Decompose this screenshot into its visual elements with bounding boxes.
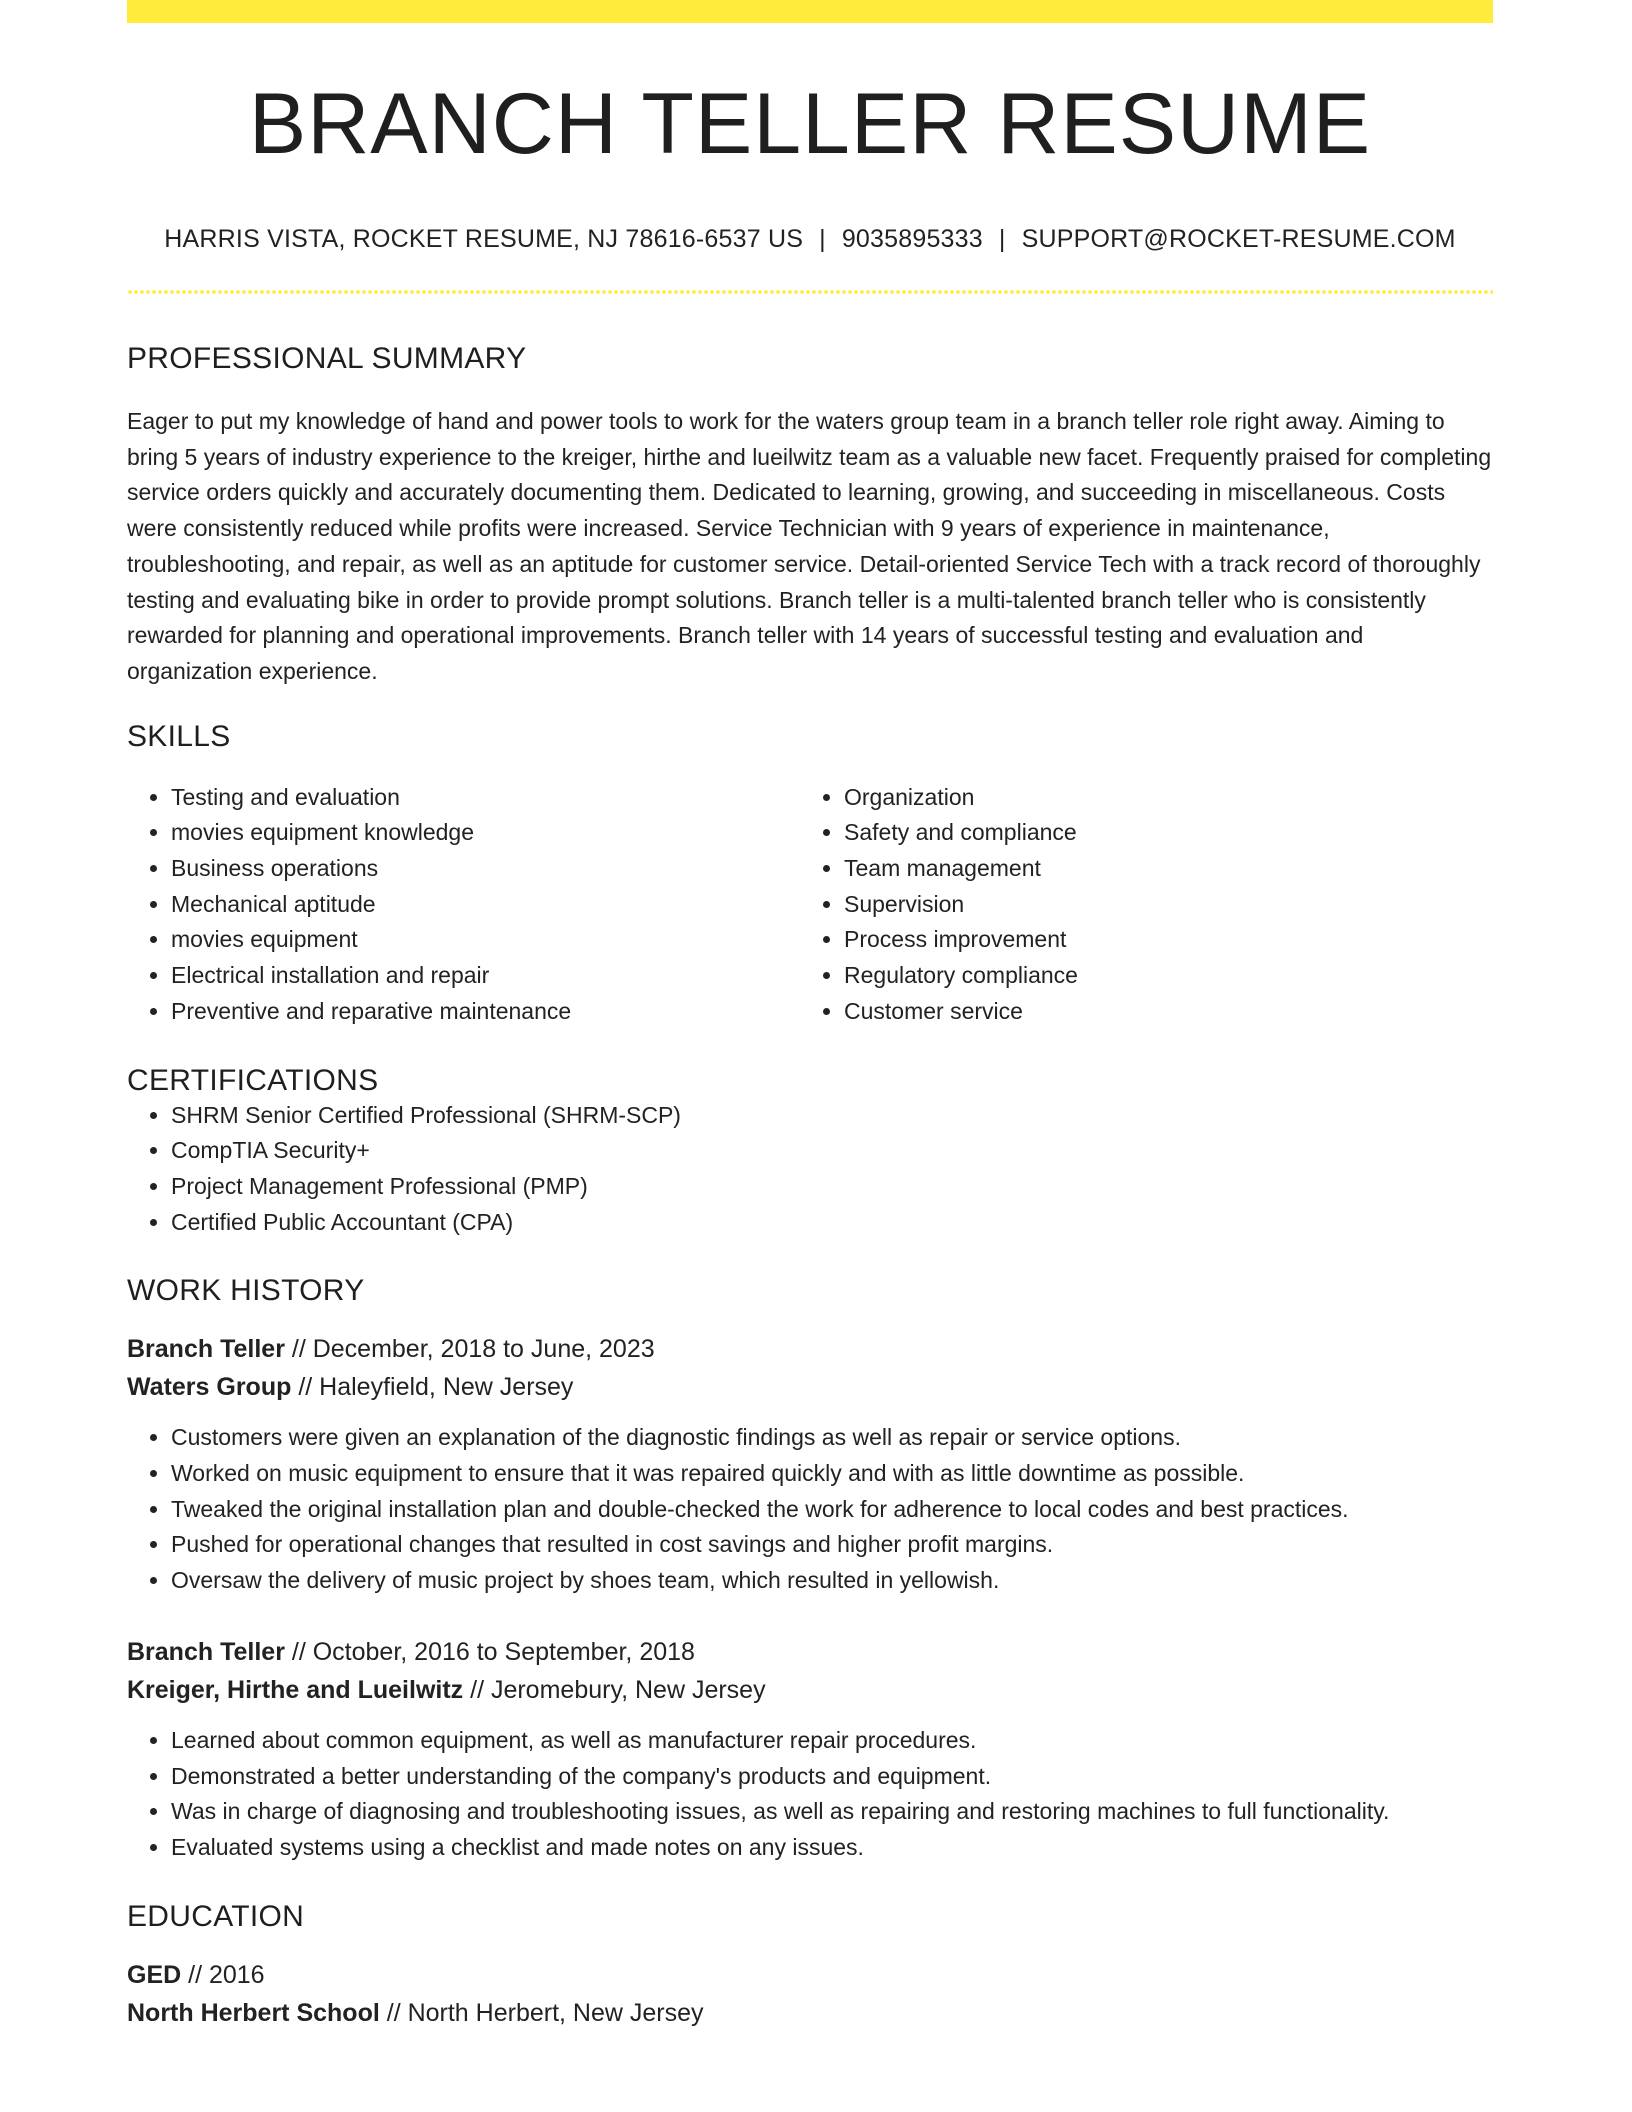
- skills-heading: SKILLS: [127, 719, 231, 753]
- skills-column-left: [127, 780, 800, 1030]
- skill-item: • movies equipment knowledge: [171, 815, 800, 851]
- work-history-heading: WORK HISTORY: [127, 1274, 365, 1308]
- job-duties-list: [127, 1420, 1493, 1599]
- job-duty: • Learned about common equipment, as well as manufacturer repair procedures.: [171, 1723, 1493, 1759]
- job-duty: • Evaluated systems using a checklist and made notes on any issues.: [171, 1830, 1493, 1866]
- certifications-heading: CERTIFICATIONS: [127, 1063, 379, 1097]
- job-company-line: [127, 1368, 1493, 1406]
- job-duty: • Was in charge of diagnosing and troubleshooting issues, as well as repairing and restoring machines to full functionality.: [171, 1794, 1493, 1830]
- skill-item: • Supervision: [844, 887, 1473, 923]
- resume-title: BRANCH TELLER RESUME: [248, 76, 1372, 172]
- skill-item: • Team management: [844, 851, 1473, 887]
- skills-column-right: [800, 780, 1473, 1030]
- education-school: North Herbert School: [127, 1998, 380, 2027]
- job-title-line: [127, 1633, 1493, 1671]
- job-company-line: [127, 1671, 1493, 1709]
- skill-item: • Testing and evaluation: [171, 780, 800, 816]
- skill-item: • Process improvement: [844, 922, 1473, 958]
- job-title: Branch Teller: [127, 1637, 285, 1666]
- skill-item: • Business operations: [171, 851, 800, 887]
- job-entry: [127, 1330, 1493, 1599]
- skill-item: • Regulatory compliance: [844, 958, 1473, 994]
- skill-item: • Organization: [844, 780, 1473, 816]
- skills-list: [127, 780, 1493, 1030]
- job-dates: // December, 2018 to June, 2023: [284, 1335, 655, 1364]
- certifications-list: [127, 1098, 1493, 1241]
- job-company: Kreiger, Hirthe and Lueilwitz: [127, 1675, 464, 1704]
- education-degree: GED: [127, 1960, 182, 1989]
- job-duty: • Worked on music equipment to ensure that it was repaired quickly and with as little downtime as possible.: [171, 1456, 1493, 1492]
- accent-bar: [127, 0, 1493, 23]
- skill-item: • Customer service: [844, 994, 1473, 1030]
- dotted-divider: [127, 290, 1493, 294]
- certification-item: • CompTIA Security+: [171, 1133, 1493, 1169]
- skill-item: • Safety and compliance: [844, 815, 1473, 851]
- job-duty: • Oversaw the delivery of music project by shoes team, which resulted in yellowish.: [171, 1563, 1493, 1599]
- job-title-line: [127, 1330, 1493, 1368]
- job-company: Waters Group: [127, 1373, 292, 1402]
- job-location: // Haleyfield, New Jersey: [291, 1373, 574, 1402]
- job-duty: • Customers were given an explanation of the diagnostic findings as well as repair or service options.: [171, 1420, 1493, 1456]
- job-location: // Jeromebury, New Jersey: [463, 1675, 766, 1704]
- job-title: Branch Teller: [127, 1335, 285, 1364]
- job-duties-list: [127, 1723, 1493, 1866]
- contact-line: [127, 225, 1493, 254]
- certification-item: • SHRM Senior Certified Professional (SHRM-SCP): [171, 1098, 1493, 1134]
- contact-email: SUPPORT@ROCKET-RESUME.COM: [1021, 225, 1456, 253]
- education-degree-line: [127, 1956, 1493, 1994]
- education-school-line: [127, 1994, 1493, 2032]
- contact-address: HARRIS VISTA, ROCKET RESUME, NJ 78616-6537 US: [164, 225, 804, 253]
- summary-heading: PROFESSIONAL SUMMARY: [127, 342, 527, 375]
- job-duty: • Pushed for operational changes that resulted in cost savings and higher profit margins.: [171, 1527, 1493, 1563]
- contact-phone: 9035895333: [841, 225, 983, 253]
- job-duty: • Demonstrated a better understanding of the company's products and equipment.: [171, 1759, 1493, 1795]
- education-year: // 2016: [181, 1960, 265, 1989]
- certification-item: • Project Management Professional (PMP): [171, 1169, 1493, 1205]
- skill-item: • Electrical installation and repair: [171, 958, 800, 994]
- skill-item: • Preventive and reparative maintenance: [171, 994, 800, 1030]
- job-entry: [127, 1633, 1493, 1866]
- education-entry: [127, 1956, 1493, 2032]
- job-duty: • Tweaked the original installation plan and double-checked the work for adherence to local codes and best practices.: [171, 1492, 1493, 1528]
- education-heading: EDUCATION: [127, 1899, 305, 1933]
- resume-page: [127, 0, 1493, 2032]
- education-location: // North Herbert, New Jersey: [379, 1998, 704, 2027]
- contact-separator: |: [998, 225, 1006, 253]
- summary-text: Eager to put my knowledge of hand and power tools to work for the waters group team in a branch teller role right away. Aiming to bring 5 years of industry experience to the kreiger, hirthe and lueilwitz team as a valuable new facet. Frequently praised for completing service orders quickly and accurately documenting them. Dedicated to learning, growing, and succeeding in miscellaneous. Costs were consistently reduced while profits were increased. Service Technician with 9 years of experience in maintenance, troubleshooting, and repair, as well as an aptitude for customer service. Detail-oriented Service Tech with a track record of thoroughly testing and evaluating bike in order to provide prompt solutions. Branch teller is a multi-talented branch teller who is consistently rewarded for planning and operational improvements. Branch teller with 14 years of successful testing and evaluation and organization experience.: [127, 408, 1492, 684]
- contact-separator: |: [819, 225, 826, 253]
- job-dates: // October, 2016 to September, 2018: [284, 1637, 695, 1666]
- skill-item: • Mechanical aptitude: [171, 887, 800, 923]
- certification-item: • Certified Public Accountant (CPA): [171, 1205, 1493, 1241]
- skill-item: • movies equipment: [171, 922, 800, 958]
